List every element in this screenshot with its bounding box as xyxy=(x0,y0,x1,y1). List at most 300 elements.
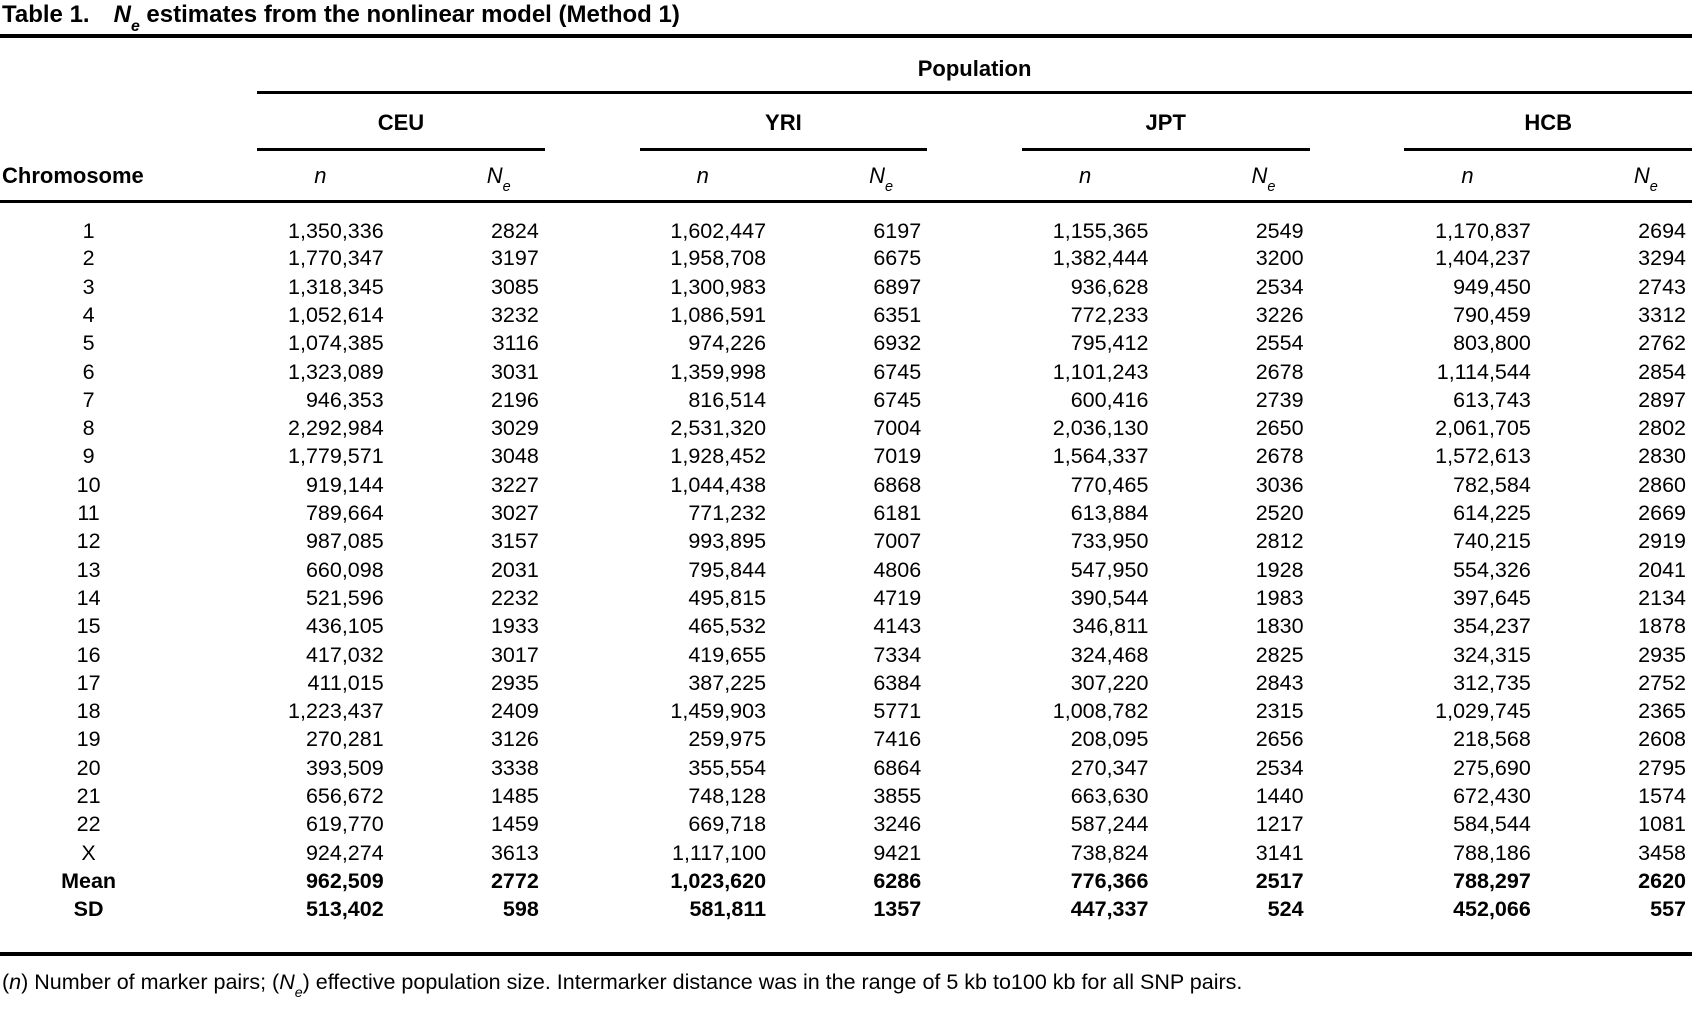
spacer-cell xyxy=(927,698,1022,726)
n-header-hcb: n xyxy=(1404,149,1550,201)
cell-ne: 1485 xyxy=(490,784,539,809)
spacer-cell xyxy=(927,386,1022,414)
table-row xyxy=(0,556,1692,584)
cell-n: 1,770,347 xyxy=(288,246,384,271)
spacer-cell xyxy=(1310,92,1405,149)
cell-n: 1,155,365 xyxy=(1052,219,1149,243)
cell-ne: 1928 xyxy=(1255,557,1304,582)
cell-ne: 2743 xyxy=(1638,274,1686,299)
cell-n: 672,430 xyxy=(1453,784,1531,809)
cell-n: 740,215 xyxy=(1453,529,1531,554)
footnote-text: ( xyxy=(2,969,10,994)
table-footnote xyxy=(0,956,1692,1002)
cell-n: 324,315 xyxy=(1453,642,1531,667)
cell-ne: 6745 xyxy=(873,359,922,384)
spacer-cell xyxy=(1310,386,1405,414)
cell-n: 208,095 xyxy=(1070,727,1149,752)
cell-ne: 2843 xyxy=(1255,670,1304,695)
spacer-cell xyxy=(545,613,640,641)
column-header-row xyxy=(0,149,1692,201)
spacer-cell xyxy=(927,330,1022,358)
ne-subscript: e xyxy=(1267,178,1276,195)
table-row xyxy=(0,754,1692,782)
table-row xyxy=(0,641,1692,669)
table-body xyxy=(0,201,1692,952)
cell-n: 1,101,243 xyxy=(1052,359,1149,384)
cell-n: 949,450 xyxy=(1453,274,1531,299)
cell-ne: 2534 xyxy=(1255,274,1304,299)
cell-n: 1,023,620 xyxy=(670,868,767,893)
cell-ne: 2678 xyxy=(1255,359,1304,384)
cell-chromosome: 1 xyxy=(82,219,95,243)
cell-n: 397,645 xyxy=(1453,585,1531,610)
empty-corner-cell xyxy=(0,38,257,92)
cell-n: 547,950 xyxy=(1070,557,1149,582)
cell-ne: 2678 xyxy=(1255,444,1304,469)
cell-n: 417,032 xyxy=(305,642,384,667)
cell-n: 663,630 xyxy=(1070,784,1149,809)
cell-n: 275,690 xyxy=(1453,755,1531,780)
cell-n: 790,459 xyxy=(1453,302,1531,327)
cell-chromosome: 18 xyxy=(76,699,101,724)
cell-n: 1,928,452 xyxy=(670,444,767,469)
spacer-cell xyxy=(545,201,640,245)
cell-n: 218,568 xyxy=(1453,727,1531,752)
cell-n: 656,672 xyxy=(305,784,384,809)
cell-n: 307,220 xyxy=(1070,670,1149,695)
cell-ne: 1217 xyxy=(1255,812,1304,837)
spacer-cell xyxy=(545,868,640,896)
spacer-cell xyxy=(545,500,640,528)
cell-ne: 3029 xyxy=(490,416,539,441)
cell-ne: 2365 xyxy=(1638,699,1686,724)
spacer-cell xyxy=(1310,415,1405,443)
cell-n: 584,544 xyxy=(1453,812,1531,837)
cell-n: 1,074,385 xyxy=(288,331,384,356)
cell-ne: 3031 xyxy=(490,359,539,384)
cell-ne: 6864 xyxy=(873,755,922,780)
cell-ne: 1081 xyxy=(1638,812,1686,837)
footnote-ne-subscript: e xyxy=(294,985,303,1002)
cell-n: 738,824 xyxy=(1070,840,1149,865)
cell-chromosome: 4 xyxy=(82,302,95,327)
cell-n: 795,844 xyxy=(688,557,767,582)
cell-ne: 3200 xyxy=(1255,246,1304,271)
cell-n: 788,297 xyxy=(1453,868,1531,893)
ne-estimates-table xyxy=(0,38,1692,952)
cell-n: 312,735 xyxy=(1453,670,1531,695)
cell-ne: 598 xyxy=(502,897,539,922)
cell-ne: 3227 xyxy=(490,472,539,497)
cell-ne: 4806 xyxy=(873,557,922,582)
cell-n: 733,950 xyxy=(1070,529,1149,554)
table-row xyxy=(0,500,1692,528)
title-variable-subscript: e xyxy=(130,17,140,35)
footnote-ne-variable: N xyxy=(279,969,295,994)
cell-ne: 3613 xyxy=(490,840,539,865)
cell-ne: 3126 xyxy=(490,727,539,752)
cell-n: 346,811 xyxy=(1072,614,1149,639)
cell-n: 419,655 xyxy=(688,642,767,667)
group-header-ceu: CEU xyxy=(257,92,545,149)
cell-n: 613,884 xyxy=(1070,501,1149,526)
n-header-ceu: n xyxy=(257,149,403,201)
cell-chromosome: 5 xyxy=(82,331,95,356)
cell-chromosome: 7 xyxy=(82,387,95,412)
spacer-cell xyxy=(927,443,1022,471)
cell-chromosome: X xyxy=(81,840,96,865)
cell-n: 1,008,782 xyxy=(1052,699,1149,724)
spacer-cell xyxy=(927,613,1022,641)
cell-ne: 1440 xyxy=(1255,784,1304,809)
cell-n: 782,584 xyxy=(1453,472,1531,497)
cell-ne: 4719 xyxy=(873,585,922,610)
cell-n: 789,664 xyxy=(305,501,384,526)
spacer-cell xyxy=(1310,500,1405,528)
cell-ne: 2656 xyxy=(1255,727,1304,752)
cell-n: 581,811 xyxy=(689,897,767,922)
table-row xyxy=(0,201,1692,245)
cell-n: 1,114,544 xyxy=(1436,359,1531,384)
cell-n: 993,895 xyxy=(688,529,767,554)
cell-n: 619,770 xyxy=(305,812,384,837)
cell-n: 411,015 xyxy=(307,670,384,695)
cell-n: 270,347 xyxy=(1070,755,1149,780)
cell-ne: 2608 xyxy=(1638,727,1686,752)
cell-ne: 3294 xyxy=(1638,246,1686,271)
spacer-cell xyxy=(927,585,1022,613)
cell-ne: 1933 xyxy=(490,614,539,639)
cell-n: 1,170,837 xyxy=(1435,219,1531,243)
cell-n: 795,412 xyxy=(1070,331,1149,356)
cell-ne: 557 xyxy=(1650,897,1686,922)
cell-n: 270,281 xyxy=(305,727,384,752)
cell-n: 2,036,130 xyxy=(1052,416,1149,441)
spacer-cell xyxy=(1310,896,1405,952)
spacer-cell xyxy=(545,245,640,273)
cell-chromosome: 3 xyxy=(82,274,95,299)
spacer-cell xyxy=(1310,641,1405,669)
cell-ne: 6745 xyxy=(873,387,922,412)
cell-ne: 6897 xyxy=(873,274,922,299)
cell-n: 2,531,320 xyxy=(670,416,767,441)
spacer-cell xyxy=(927,783,1022,811)
cell-chromosome: 15 xyxy=(76,614,101,639)
cell-n: 613,743 xyxy=(1453,387,1531,412)
ne-symbol: N xyxy=(1251,162,1268,188)
cell-chromosome: 12 xyxy=(76,529,101,554)
cell-ne: 2739 xyxy=(1255,387,1304,412)
cell-n: 495,815 xyxy=(688,585,767,610)
cell-ne: 2762 xyxy=(1638,331,1686,356)
cell-n: 772,233 xyxy=(1070,302,1149,327)
footnote-text: ) effective population size. Intermarker distance was in the range of 5 kb to100 kb for all SNP pairs. xyxy=(302,969,1243,994)
table-row xyxy=(0,358,1692,386)
table-row xyxy=(0,528,1692,556)
spacer-cell xyxy=(927,471,1022,499)
cell-chromosome: 13 xyxy=(76,557,101,582)
spacer-cell xyxy=(927,641,1022,669)
spacer-cell xyxy=(545,669,640,697)
title-variable: N xyxy=(113,1,131,28)
cell-ne: 2534 xyxy=(1255,755,1304,780)
spacer-cell xyxy=(1310,556,1405,584)
table-number: Table 1. xyxy=(2,1,90,28)
cell-n: 447,337 xyxy=(1070,897,1149,922)
ne-symbol: N xyxy=(869,162,886,188)
population-header-row xyxy=(0,38,1692,92)
ne-header-ceu xyxy=(403,149,545,201)
cell-chromosome: 20 xyxy=(76,755,101,780)
cell-ne: 2620 xyxy=(1638,868,1686,893)
cell-ne: 2772 xyxy=(490,868,539,893)
cell-ne: 3116 xyxy=(492,331,539,356)
cell-n: 660,098 xyxy=(305,557,384,582)
cell-n: 770,465 xyxy=(1070,472,1149,497)
spacer-cell xyxy=(545,358,640,386)
spacer-cell xyxy=(927,726,1022,754)
cell-ne: 1983 xyxy=(1255,585,1304,610)
cell-ne: 2919 xyxy=(1638,529,1686,554)
spacer-cell xyxy=(545,641,640,669)
spacer-cell xyxy=(545,585,640,613)
cell-ne: 3027 xyxy=(490,501,539,526)
cell-ne: 3197 xyxy=(490,246,539,271)
table-row xyxy=(0,669,1692,697)
ne-subscript: e xyxy=(502,178,511,195)
cell-n: 1,117,100 xyxy=(671,840,767,865)
spacer-cell xyxy=(1310,273,1405,301)
cell-chromosome: 11 xyxy=(77,501,100,526)
cell-n: 1,052,614 xyxy=(288,302,384,327)
cell-n: 1,602,447 xyxy=(670,219,767,243)
cell-n: 393,509 xyxy=(305,755,384,780)
spacer-cell xyxy=(1310,698,1405,726)
cell-ne: 1459 xyxy=(490,812,539,837)
spacer-cell xyxy=(1310,868,1405,896)
cell-ne: 1878 xyxy=(1638,614,1686,639)
cell-n: 1,086,591 xyxy=(670,302,767,327)
spacer-cell xyxy=(545,92,640,149)
cell-ne: 2134 xyxy=(1638,585,1686,610)
spacer-cell xyxy=(545,273,640,301)
cell-n: 771,232 xyxy=(688,501,767,526)
cell-ne: 3085 xyxy=(490,274,539,299)
cell-ne: 2409 xyxy=(490,699,539,724)
spacer-cell xyxy=(1310,330,1405,358)
cell-n: 1,564,337 xyxy=(1052,444,1149,469)
cell-chromosome: 17 xyxy=(76,670,101,695)
cell-ne: 7416 xyxy=(873,727,922,752)
cell-n: 2,061,705 xyxy=(1435,416,1531,441)
cell-n: 748,128 xyxy=(688,784,767,809)
spacer-cell xyxy=(1310,358,1405,386)
table-row xyxy=(0,839,1692,867)
cell-n: 816,514 xyxy=(688,387,767,412)
cell-ne: 2554 xyxy=(1255,331,1304,356)
cell-n: 259,975 xyxy=(688,727,767,752)
spacer-cell xyxy=(545,471,640,499)
spacer-cell xyxy=(545,386,640,414)
spacer-cell xyxy=(545,783,640,811)
spacer-cell xyxy=(545,528,640,556)
cell-ne: 3141 xyxy=(1255,840,1304,865)
cell-n: 924,274 xyxy=(305,840,384,865)
ne-symbol: N xyxy=(486,162,503,188)
table-row xyxy=(0,868,1692,896)
cell-ne: 2041 xyxy=(1638,557,1686,582)
cell-chromosome: 6 xyxy=(82,359,95,384)
spacer-cell xyxy=(545,698,640,726)
spacer-cell xyxy=(545,754,640,782)
cell-n: 554,326 xyxy=(1453,557,1531,582)
spacer-cell xyxy=(1310,245,1405,273)
spacer-cell xyxy=(545,839,640,867)
cell-ne: 2549 xyxy=(1255,219,1304,243)
cell-chromosome: 19 xyxy=(76,727,101,752)
cell-n: 1,029,745 xyxy=(1435,699,1531,724)
cell-n: 2,292,984 xyxy=(288,416,384,441)
table-row xyxy=(0,471,1692,499)
cell-ne: 524 xyxy=(1267,897,1304,922)
spacer-cell xyxy=(927,500,1022,528)
ne-subscript: e xyxy=(885,178,894,195)
cell-ne: 2232 xyxy=(490,585,539,610)
spacer-cell xyxy=(545,556,640,584)
group-header-yri: YRI xyxy=(640,92,928,149)
footnote-n-variable: n xyxy=(9,969,22,994)
cell-n: 1,404,237 xyxy=(1435,246,1531,271)
spacer-cell xyxy=(1310,754,1405,782)
cell-ne: 6181 xyxy=(873,501,922,526)
spacer-cell xyxy=(927,245,1022,273)
cell-n: 987,085 xyxy=(305,529,384,554)
cell-n: 1,382,444 xyxy=(1052,246,1149,271)
cell-ne: 2196 xyxy=(490,387,539,412)
spacer-cell xyxy=(545,302,640,330)
ne-header-jpt xyxy=(1167,149,1309,201)
table-row xyxy=(0,811,1692,839)
cell-n: 919,144 xyxy=(305,472,384,497)
cell-n: 1,779,571 xyxy=(288,444,384,469)
cell-n: 452,066 xyxy=(1453,897,1531,922)
cell-ne: 5771 xyxy=(873,699,922,724)
cell-ne: 6932 xyxy=(873,331,922,356)
spacer-cell xyxy=(545,896,640,952)
cell-n: 521,596 xyxy=(305,585,384,610)
cell-ne: 3458 xyxy=(1638,840,1686,865)
cell-n: 776,366 xyxy=(1070,868,1149,893)
spacer-cell xyxy=(1310,201,1405,245)
cell-ne: 6351 xyxy=(873,302,922,327)
cell-ne: 2854 xyxy=(1638,359,1686,384)
spacer-cell xyxy=(927,811,1022,839)
spacer-cell xyxy=(927,201,1022,245)
title-text: estimates from the nonlinear model (Method 1) xyxy=(139,1,680,28)
ne-symbol: N xyxy=(1633,162,1650,188)
spacer-cell xyxy=(927,415,1022,443)
cell-ne: 1830 xyxy=(1255,614,1304,639)
n-header-yri: n xyxy=(640,149,786,201)
group-header-jpt: JPT xyxy=(1022,92,1310,149)
cell-ne: 2650 xyxy=(1255,416,1304,441)
cell-ne: 2520 xyxy=(1255,501,1304,526)
cell-ne: 6384 xyxy=(873,670,922,695)
cell-n: 1,318,345 xyxy=(288,274,384,299)
spacer-cell xyxy=(927,149,1022,201)
cell-n: 355,554 xyxy=(688,755,767,780)
cell-ne: 3048 xyxy=(490,444,539,469)
cell-ne: 3312 xyxy=(1638,302,1686,327)
cell-ne: 4143 xyxy=(873,614,922,639)
table-row xyxy=(0,896,1692,952)
spacer-cell xyxy=(1310,443,1405,471)
cell-chromosome: 2 xyxy=(82,246,95,271)
cell-ne: 7019 xyxy=(873,444,922,469)
table-row xyxy=(0,613,1692,641)
cell-n: 974,226 xyxy=(688,331,767,356)
cell-ne: 3017 xyxy=(490,642,539,667)
spacer-cell xyxy=(1310,302,1405,330)
cell-n: 1,323,089 xyxy=(288,359,384,384)
cell-ne: 2860 xyxy=(1638,472,1686,497)
table-row xyxy=(0,783,1692,811)
cell-chromosome: 9 xyxy=(82,444,95,469)
spacer-cell xyxy=(927,868,1022,896)
ne-header-yri xyxy=(785,149,927,201)
cell-ne: 2669 xyxy=(1638,501,1686,526)
spacer-cell xyxy=(927,839,1022,867)
spacer-cell xyxy=(927,669,1022,697)
cell-n: 669,718 xyxy=(688,812,767,837)
cell-ne: 6675 xyxy=(873,246,922,271)
group-header-hcb: HCB xyxy=(1404,92,1692,149)
cell-ne: 9421 xyxy=(873,840,922,865)
cell-n: 436,105 xyxy=(305,614,384,639)
spacer-cell xyxy=(1310,783,1405,811)
table-row xyxy=(0,585,1692,613)
cell-ne: 2935 xyxy=(490,670,539,695)
spacer-cell xyxy=(927,302,1022,330)
cell-ne: 3036 xyxy=(1255,472,1304,497)
cell-n: 324,468 xyxy=(1070,642,1149,667)
chromosome-header: Chromosome xyxy=(0,149,257,201)
cell-chromosome: 10 xyxy=(76,472,101,497)
cell-ne: 2824 xyxy=(490,219,539,243)
cell-chromosome: 16 xyxy=(76,642,101,667)
table-row xyxy=(0,386,1692,414)
table-row xyxy=(0,330,1692,358)
table-title xyxy=(0,0,1692,34)
cell-chromosome: 8 xyxy=(82,416,95,441)
cell-ne: 3226 xyxy=(1255,302,1304,327)
population-header: Population xyxy=(257,38,1692,92)
cell-n: 1,350,336 xyxy=(288,219,384,243)
cell-ne: 1574 xyxy=(1638,784,1686,809)
cell-ne: 6286 xyxy=(873,868,922,893)
cell-n: 962,509 xyxy=(305,868,384,893)
footnote-text: ) Number of marker pairs; ( xyxy=(21,969,280,994)
cell-ne: 6868 xyxy=(873,472,922,497)
cell-n: 600,416 xyxy=(1070,387,1149,412)
spacer-cell xyxy=(1310,149,1405,201)
table-row xyxy=(0,698,1692,726)
cell-ne: 2935 xyxy=(1638,642,1686,667)
cell-chromosome: 21 xyxy=(76,784,101,809)
cell-chromosome: SD xyxy=(73,897,104,922)
spacer-cell xyxy=(1310,585,1405,613)
cell-n: 788,186 xyxy=(1453,840,1531,865)
